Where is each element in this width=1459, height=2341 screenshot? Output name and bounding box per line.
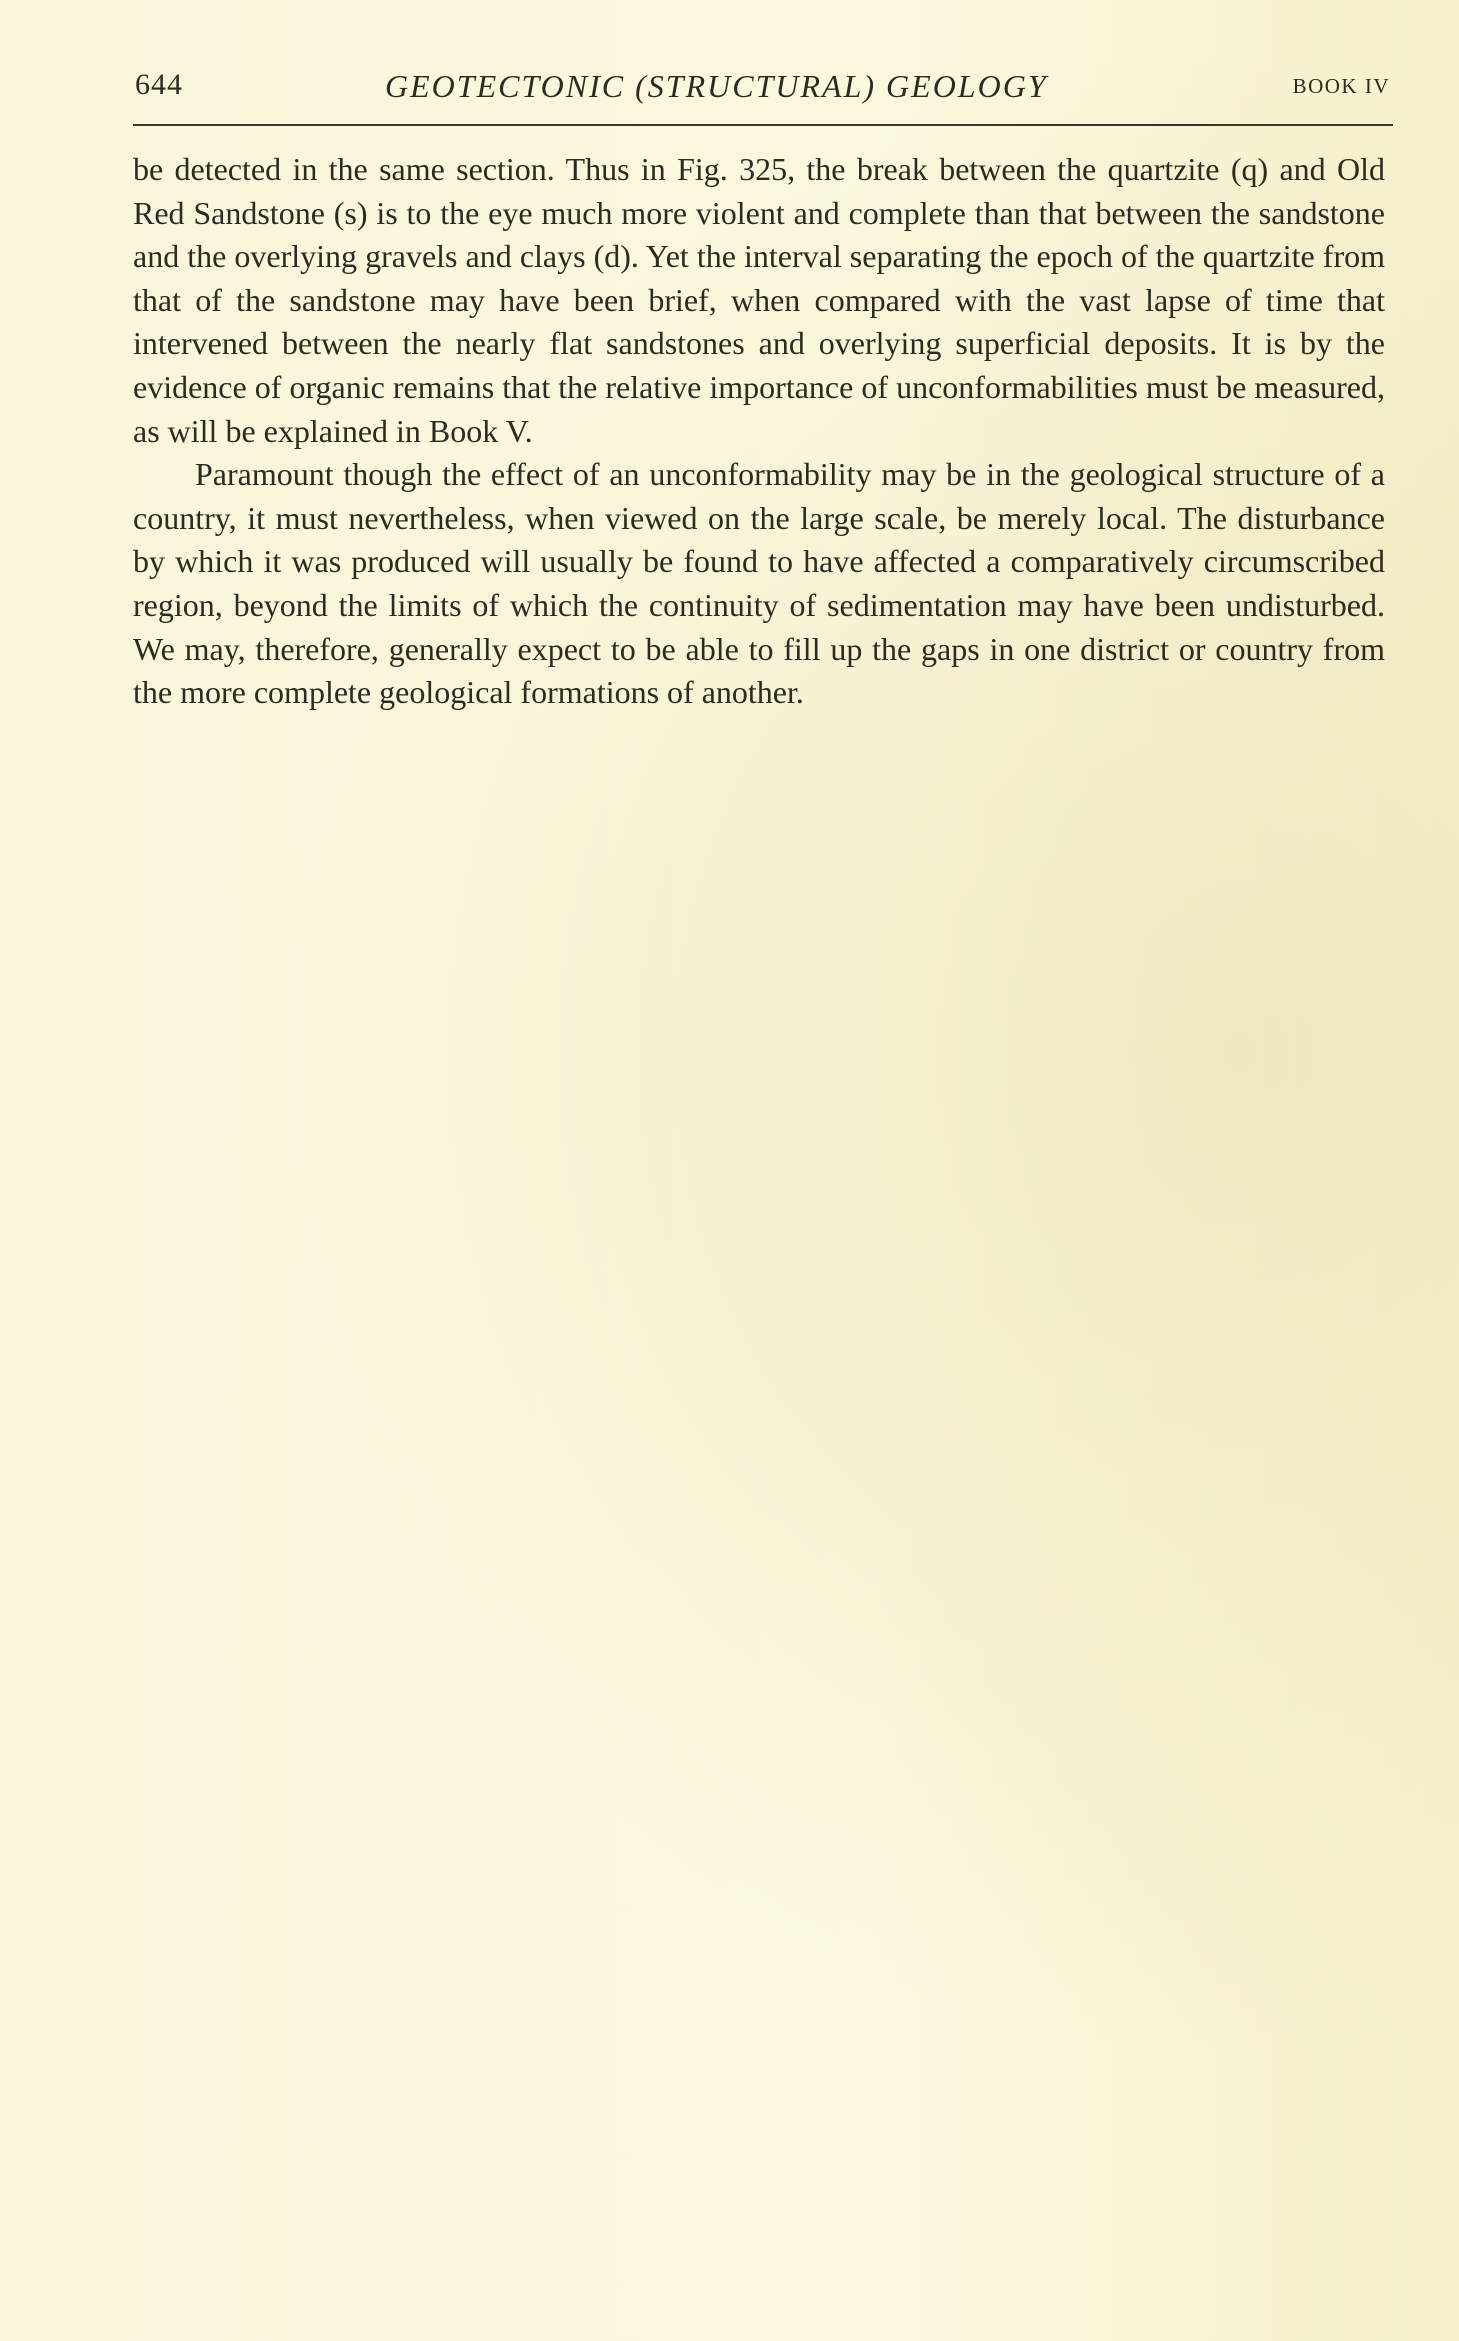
paragraph-2: Paramount though the effect of an unconformability may be in the geological structure of a country, it must nevertheless, when viewed on the large scale, be merely local. The disturbance by which it was produced will usually be found to have affected a comparatively circumscribed region, beyond the limits of which the continuity of sedimentation may have been undisturbed. We may, therefore, generally expect to be able to fill up the gaps in one district or country from the more complete geological formations of another. — [133, 456, 1385, 711]
running-title: GEOTECTONIC (STRUCTURAL) GEOLOGY — [385, 68, 1048, 104]
paragraph-1: be detected in the same section. Thus in Fig. 325, the break between the quartzite (q) and Old Red Sandstone (s) is to the eye much more violent and complete than that between the sandstone and the overlying gravels and clays (d). Yet the interval separating the epoch of the quartzite from that of the sandstone may have been brief, when compared with the vast lapse of time that intervened between the nearly flat sandstones and overlying superficial deposits. It is by the evidence of organic remains that the relative importance of unconformabilities must be measured, as will be explained in Book V. — [133, 151, 1385, 449]
body-text — [133, 148, 1385, 715]
book-label: BOOK IV — [1292, 74, 1390, 98]
page-number: 644 — [135, 68, 183, 101]
running-head — [135, 62, 1390, 110]
header-rule — [133, 124, 1393, 126]
